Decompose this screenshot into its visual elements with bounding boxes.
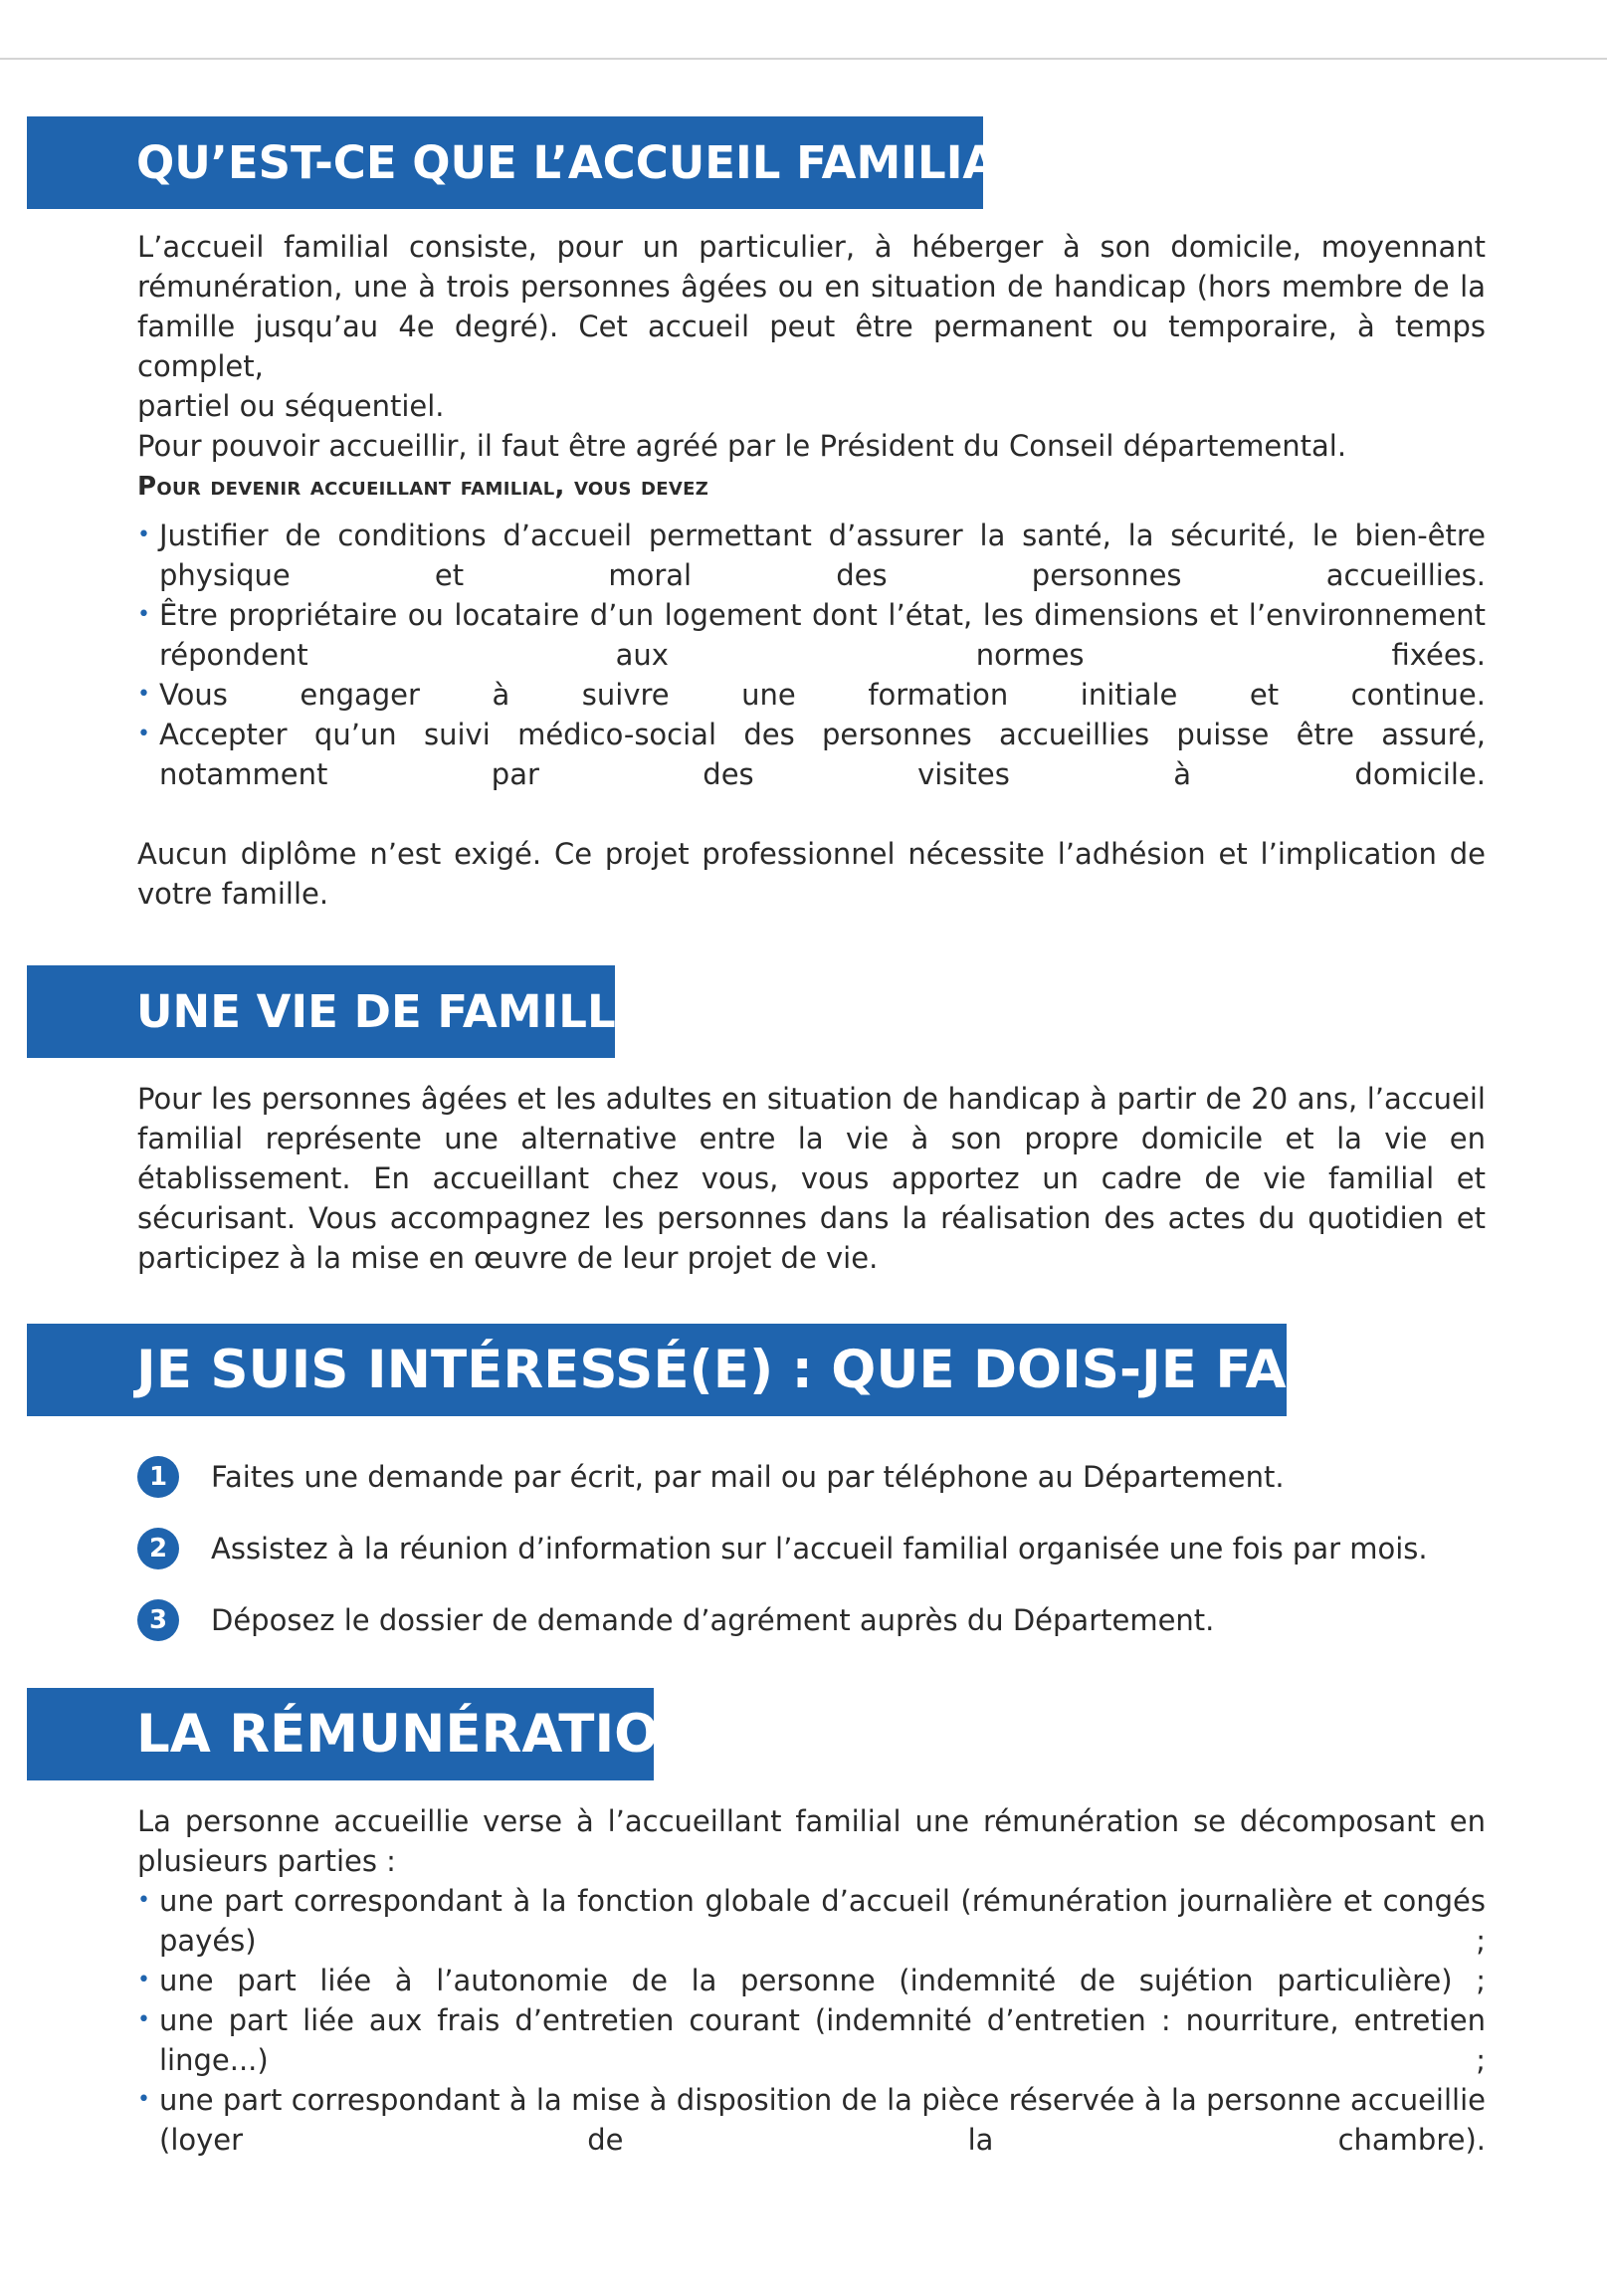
closing-paragraph: Aucun diplôme n’est exigé. Ce projet professionnel nécessite l’adhésion et l’implication de votre famille. xyxy=(137,837,1486,911)
top-divider xyxy=(0,58,1607,60)
intro-paragraph xyxy=(137,227,1486,466)
list-item: • Vous engager à suivre une formation initiale et continue. xyxy=(137,675,1486,715)
requirements-subheading: Pour devenir accueillant familial, vous devez xyxy=(137,472,709,502)
step-item xyxy=(137,1441,1428,1513)
steps-list xyxy=(137,1441,1428,1656)
remuneration-list xyxy=(137,1881,1486,2160)
step-number-badge: 1 xyxy=(137,1456,179,1498)
list-item: • une part correspondant à la mise à disposition de la pièce réservée à la personne accueillie (loyer de la chambre). xyxy=(137,2080,1486,2160)
list-item: • Justifier de conditions d’accueil permettant d’assurer la santé, la sécurité, le bien-être physique et moral des personnes accueillies. xyxy=(137,516,1486,595)
step-item xyxy=(137,1584,1428,1656)
list-item: • une part correspondant à la fonction globale d’accueil (rémunération journalière et congés payés) ; xyxy=(137,1881,1486,1961)
step-text: Déposez le dossier de demande d’agrément auprès du Département. xyxy=(211,1603,1215,1637)
section-title-que-faire: JE SUIS INTÉRESSÉ(E) : QUE DOIS-JE FAIRE ? xyxy=(27,1324,1287,1416)
step-number-badge: 2 xyxy=(137,1528,179,1569)
list-item: • Accepter qu’un suivi médico-social des personnes accueillies puisse être assuré, notamment par des visites à domicile. xyxy=(137,715,1486,794)
section-title-remuneration: LA RÉMUNÉRATION xyxy=(27,1688,654,1780)
step-text: Faites une demande par écrit, par mail ou par téléphone au Département. xyxy=(211,1460,1285,1494)
remuneration-intro: La personne accueillie verse à l’accueillant familial une rémunération se décomposant en plusieurs parties : xyxy=(137,1804,1486,1878)
section-title-accueil-familial: QU’EST-CE QUE L’ACCUEIL FAMILIAL ? xyxy=(27,116,983,209)
list-item: • une part liée aux frais d’entretien courant (indemnité d’entretien : nourriture, entretien linge...) ; xyxy=(137,2000,1486,2080)
intro-line: famille jusqu’au 4e degré). Cet accueil peut être permanent ou temporaire, à temps complet, xyxy=(137,310,1486,383)
step-number-badge: 3 xyxy=(137,1599,179,1641)
intro-line: rémunération, une à trois personnes âgées ou en situation de handicap (hors membre de la xyxy=(137,270,1486,304)
step-item xyxy=(137,1513,1428,1584)
vie-de-famille-paragraph: Pour les personnes âgées et les adultes en situation de handicap à partir de 20 ans, l’accueil familial représente une alternative entre la vie à son propre domicile et la vie en établissement. En accueillant chez vous, vous apportez un cadre de vie familial et sécurisant. Vous accompagnez les personnes dans la réalisation des actes du quotidien et participez à la mise en œuvre de leur projet de vie. xyxy=(137,1082,1486,1275)
section-title-vie-de-famille: UNE VIE DE FAMILLE xyxy=(27,965,615,1058)
step-text: Assistez à la réunion d’information sur l’accueil familial organisée une fois par mois. xyxy=(211,1532,1428,1565)
list-item: • une part liée à l’autonomie de la personne (indemnité de sujétion particulière) ; xyxy=(137,1961,1486,2000)
intro-line: partiel ou séquentiel. xyxy=(137,389,445,423)
list-item: • Être propriétaire ou locataire d’un logement dont l’état, les dimensions et l’environnement répondent aux normes fixées. xyxy=(137,595,1486,675)
agrement-line: Pour pouvoir accueillir, il faut être agréé par le Président du Conseil départemental. xyxy=(137,429,1347,463)
intro-line: L’accueil familial consiste, pour un particulier, à héberger à son domicile, moyennant xyxy=(137,230,1486,264)
requirements-list xyxy=(137,516,1486,794)
